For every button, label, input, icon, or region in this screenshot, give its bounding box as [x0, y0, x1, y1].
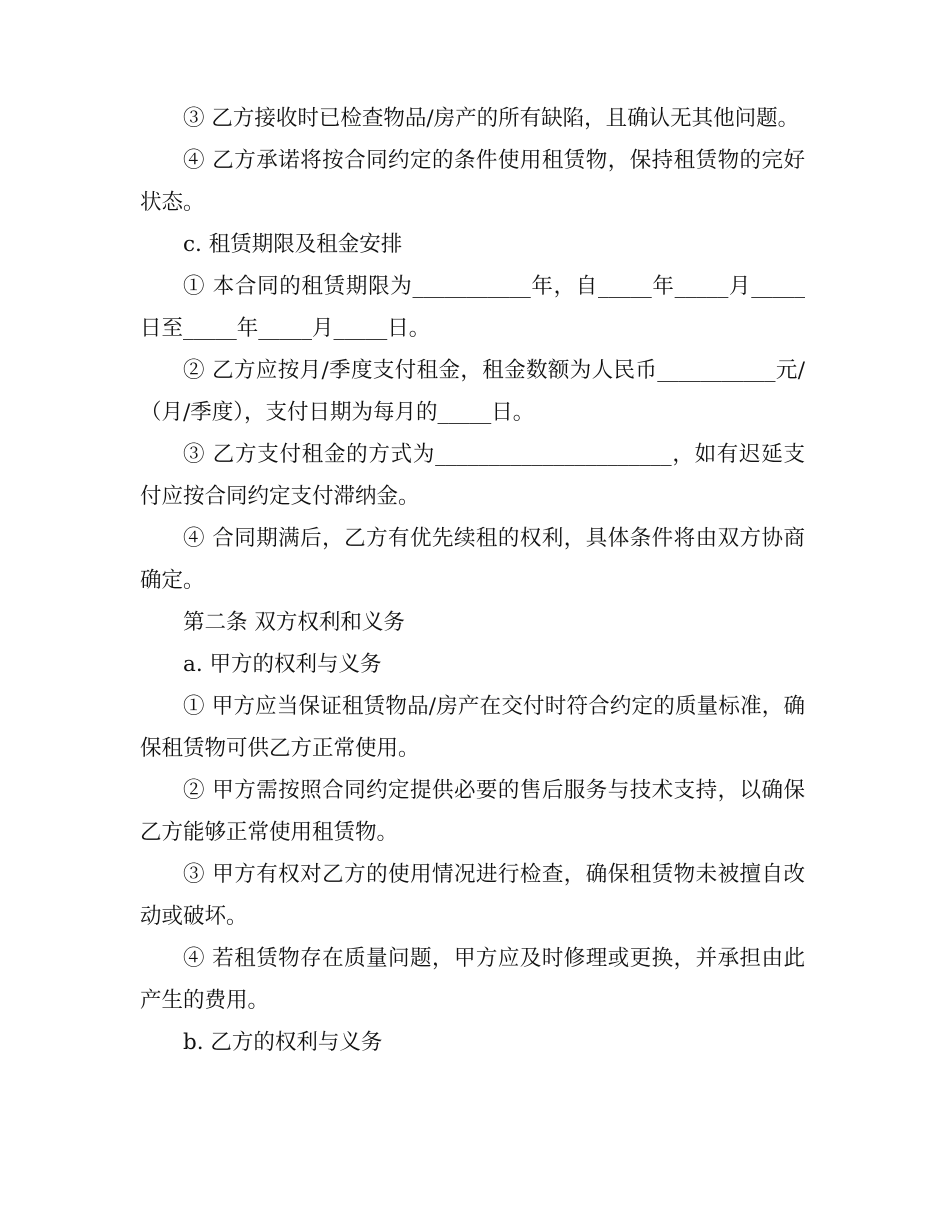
clause-rent-amount: ② 乙方应按月/季度支付租金，租金数额为人民币___________元/（月/季度），支付日期为每月的_____日。: [140, 358, 805, 425]
clause-lessee-inspection: ③ 乙方接收时已检查物品/房产的所有缺陷，且确认无其他问题。: [183, 106, 800, 131]
clause-renewal-priority: ④ 合同期满后，乙方有优先续租的权利，具体条件将由双方协商确定。: [140, 526, 805, 593]
contract-body: [140, 98, 805, 1064]
clause-payment-method: ③ 乙方支付租金的方式为______________________，如有迟延支付应按合同约定支付滞纳金。: [140, 442, 805, 509]
clause-lessor-quality: ① 甲方应当保证租赁物品/房产在交付时符合约定的质量标准，确保租赁物可供乙方正常使用。: [140, 694, 805, 761]
section-heading-lessee-rights: b. 乙方的权利与义务: [183, 1030, 383, 1055]
article-heading-rights-obligations: 第二条 双方权利和义务: [183, 610, 405, 635]
section-heading-lessor-rights: a. 甲方的权利与义务: [183, 652, 382, 677]
clause-lessee-use-promise: ④ 乙方承诺将按合同约定的条件使用租赁物，保持租赁物的完好状态。: [140, 148, 805, 215]
clause-lessor-inspection-right: ③ 甲方有权对乙方的使用情况进行检查，确保租赁物未被擅自改动或破坏。: [140, 862, 805, 929]
clause-lease-term: ① 本合同的租赁期限为___________年，自_____年_____月_____日至_____年_____月_____日。: [140, 274, 805, 341]
section-heading-lease-term-rent: c. 租赁期限及租金安排: [183, 232, 403, 257]
clause-lessor-repair: ④ 若租赁物存在质量问题，甲方应及时修理或更换，并承担由此产生的费用。: [140, 946, 805, 1013]
clause-lessor-service: ② 甲方需按照合同约定提供必要的售后服务与技术支持，以确保乙方能够正常使用租赁物。: [140, 778, 805, 845]
